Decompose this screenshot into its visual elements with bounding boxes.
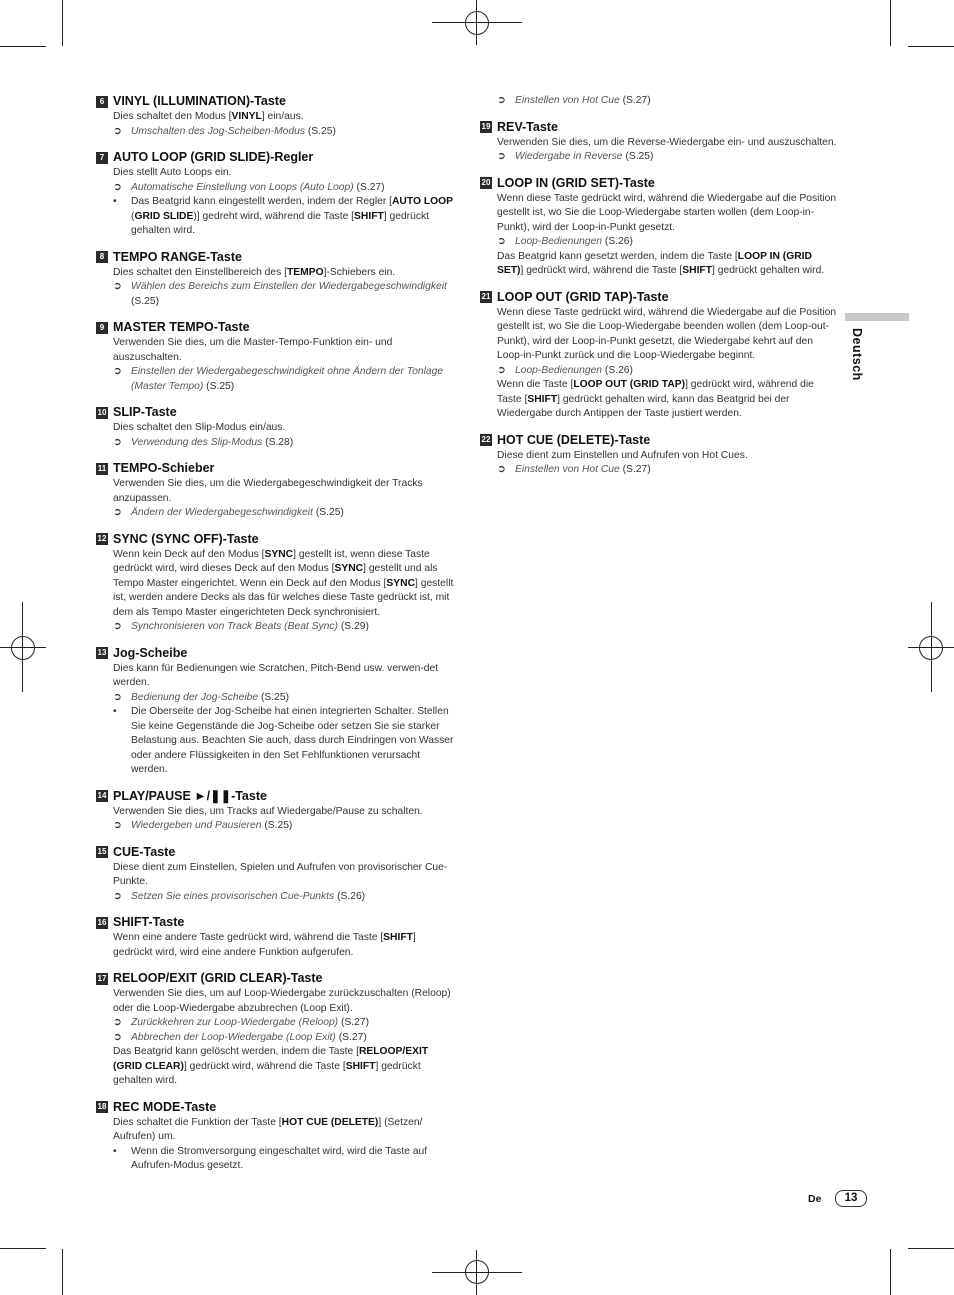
section-14 (96, 789, 454, 834)
section-title: LOOP IN (GRID SET)-Taste (497, 175, 655, 190)
reference-text: Automatische Einstellung von Loops (Auto Loop) (131, 181, 354, 193)
bullet-text: Die Oberseite der Jog-Scheibe hat einen integrierten Schalter. Stellen Sie keine Gegenstände die Jog-Scheibe oder setzen Sie sie starker Belastung aus. Beachten Sie auch, dass durch Eindringen von Wasser oder andere Flüssigkeiten in den Set Fehlfunktionen verursacht werden. (131, 706, 454, 775)
reference-page: (S.25) (625, 151, 654, 162)
section-number-badge: 11 (97, 463, 107, 473)
section-22 (480, 433, 838, 478)
section-heading (96, 971, 454, 986)
section-body (113, 477, 454, 521)
bullet-item (113, 705, 454, 778)
reference-page: (S.25) (315, 507, 344, 518)
reference-link[interactable] (497, 463, 838, 478)
section-body (113, 166, 454, 239)
section-number-badge: 7 (96, 152, 108, 164)
arrow-icon: ➲ (497, 464, 506, 475)
section-13 (96, 646, 454, 778)
section-19 (480, 120, 838, 165)
arrow-icon: ➲ (113, 181, 122, 193)
section-body (113, 931, 454, 960)
arrow-icon: ➲ (113, 621, 122, 632)
section-number-badge: 9 (96, 322, 108, 334)
side-tab-label: Deutsch (850, 328, 864, 381)
description-text: Verwenden Sie dies, um die Master-Tempo-Funktion ein- und auszuschalten. (113, 337, 393, 363)
arrow-icon: ➲ (113, 281, 122, 292)
footer-language: De (808, 1193, 822, 1205)
reference-text: Wählen des Bereichs zum Einstellen der Wiedergabegeschwindigkeit (131, 281, 447, 292)
description-text: Verwenden Sie dies, um Tracks auf Wiedergabe/Pause zu schalten. (113, 805, 423, 817)
arrow-icon: ➲ (497, 151, 506, 162)
reference-link[interactable] (113, 691, 454, 706)
reference-text: Wiedergabe in Reverse (515, 151, 623, 162)
section-title: TEMPO-Schieber (113, 461, 215, 475)
section-body (113, 336, 454, 394)
section-heading (480, 433, 838, 448)
section-title: SHIFT-Taste (113, 915, 185, 929)
section-body (113, 987, 454, 1089)
description-text: Das Beatgrid kann gelöscht werden, indem die Taste [RELOOP/EXIT (GRID CLEAR)] gedrückt wird, während die Taste [SHIFT] gedrückt gehalten wird. (113, 1046, 429, 1086)
section-number-badge: 10 (97, 407, 107, 417)
section-body (113, 1116, 454, 1174)
reference-link[interactable] (113, 1016, 454, 1031)
description-text: Dies schaltet den Slip-Modus ein/aus. (113, 422, 286, 433)
section-body (497, 136, 838, 165)
section-15 (96, 845, 454, 905)
reference-link[interactable] (113, 1031, 454, 1046)
reference-page: (S.26) (604, 236, 633, 247)
reference-text: Wiedergeben und Pausieren (131, 820, 262, 831)
section-title: SYNC (SYNC OFF)-Taste (113, 531, 259, 546)
right-column (480, 94, 838, 489)
reference-page: (S.28) (265, 436, 294, 448)
arrow-icon: ➲ (113, 890, 122, 902)
section-title: RELOOP/EXIT (GRID CLEAR)-Taste (113, 971, 323, 985)
section-11 (96, 461, 454, 521)
reference-link[interactable] (113, 125, 454, 140)
section-title: PLAY/PAUSE ►/❚❚-Taste (113, 788, 267, 803)
description-text: Wenn diese Taste gedrückt wird, während die Wiedergabe auf die Position gestellt ist, wo Sie die Loop-Wiedergabe starten wollen (dem Loop-in-Punkt), wird der Loop-in-Punkt gesetzt. (497, 192, 837, 233)
section-body (113, 662, 454, 778)
side-tab-bar (845, 313, 909, 321)
arrow-icon: ➲ (113, 366, 122, 377)
section-number-badge: 12 (97, 534, 107, 543)
section-number-badge: 22 (481, 435, 491, 444)
section-17 (96, 971, 454, 1089)
section-body (113, 421, 454, 450)
reference-page: (S.25) (206, 380, 235, 392)
section-number-badge: 18 (97, 1102, 107, 1111)
section-number-badge: 8 (96, 251, 108, 263)
section-number-badge: 17 (97, 973, 107, 983)
arrow-icon: ➲ (113, 820, 122, 831)
arrow-icon: ➲ (497, 236, 506, 247)
section-21 (480, 290, 838, 422)
section-number-badge: 15 (97, 847, 107, 856)
reference-text: Bedienung der Jog-Scheibe (131, 691, 259, 703)
section-title: VINYL (ILLUMINATION)-Taste (113, 94, 286, 108)
bullet-item (113, 1145, 454, 1174)
reference-text: Verwendung des Slip-Modus (131, 436, 263, 448)
section-heading (96, 461, 454, 476)
description-text: Wenn eine andere Taste gedrückt wird, während die Taste [SHIFT] gedrückt wird, wird eine andere Funktion aufgerufen. (113, 932, 416, 958)
arrow-icon: ➲ (113, 1031, 122, 1043)
section-6 (96, 94, 454, 139)
section-body (113, 861, 454, 905)
reference-link[interactable] (113, 280, 454, 309)
section-body (113, 548, 454, 635)
section-heading (96, 405, 454, 420)
reference-text: Zurückkehren zur Loop-Wiedergabe (Reloop) (131, 1017, 339, 1028)
section-body (497, 306, 838, 422)
bullet-text: Wenn die Stromversorgung eingeschaltet wird, wird die Taste auf Aufrufen-Modus gesetzt. (131, 1145, 428, 1171)
section-9 (96, 320, 454, 394)
description-text: Dies stellt Auto Loops ein. (113, 167, 232, 178)
section-heading (480, 290, 838, 305)
bullet-text: Das Beatgrid kann eingestellt werden, indem der Regler [AUTO LOOP (GRID SLIDE)] gedreht wird, während die Taste [SHIFT] gedrückt gehalten wird. (131, 196, 454, 236)
bullet-icon: • (113, 706, 117, 717)
section-7 (96, 150, 454, 239)
reference-link[interactable] (113, 365, 454, 394)
section-heading (96, 150, 454, 165)
section-number-badge: 19 (481, 122, 491, 131)
section-title: HOT CUE (DELETE)-Taste (497, 432, 651, 447)
section-number-badge: 6 (96, 96, 108, 108)
reference-link[interactable] (113, 436, 454, 451)
reference-page: (S.25) (131, 295, 160, 307)
arrow-icon: ➲ (113, 125, 122, 137)
arrow-icon: ➲ (113, 691, 122, 703)
section-title: REC MODE-Taste (113, 1099, 217, 1114)
arrow-icon: ➲ (113, 1017, 122, 1028)
reference-link[interactable] (113, 819, 454, 834)
section-number-badge: 20 (481, 178, 491, 187)
section-title: AUTO LOOP (GRID SLIDE)-Regler (113, 150, 314, 164)
section-20 (480, 176, 838, 279)
description-text: Diese dient zum Einstellen und Aufrufen von Hot Cues. (497, 449, 748, 461)
reference-page: (S.26) (604, 364, 633, 376)
reference-link[interactable] (497, 364, 838, 379)
reference-link[interactable] (113, 620, 454, 635)
reference-link[interactable] (497, 235, 838, 250)
section-title: CUE-Taste (113, 844, 176, 859)
reference-page: (S.27) (622, 464, 651, 475)
reference-page: (S.26) (337, 890, 366, 902)
section-18 (96, 1100, 454, 1174)
section-heading (96, 94, 454, 109)
page-number: 13 (835, 1190, 867, 1207)
section-number-badge: 14 (97, 791, 107, 800)
left-column (96, 94, 454, 1185)
reference-text: Abbrechen der Loop-Wiedergabe (Loop Exit) (131, 1031, 336, 1043)
section-heading (96, 250, 454, 265)
reference-text: Einstellen der Wiedergabegeschwindigkeit ohne Ändern der Tonlage (Master Tempo) (131, 366, 444, 392)
description-text: Wenn kein Deck auf den Modus [SYNC] gestellt ist, wenn diese Taste gedrückt wird, wird dieses Deck auf den Modus [SYNC] gestellt und als Tempo Master eingerichtet. Wenn ein Deck auf den Modus [SYNC] gestellt ist, werden andere Decks als das für welches diese Taste gedrückt ist, mit dem als Tempo Master eingerichteten Deck synchronisiert. (113, 548, 454, 618)
reference-text: Setzen Sie eines provisorischen Cue-Punkts (131, 890, 335, 902)
reference-text: Loop-Bedienungen (515, 236, 603, 247)
section-number-badge: 16 (97, 917, 107, 927)
section-heading (96, 320, 454, 335)
section-heading (480, 176, 838, 191)
section-heading (96, 646, 454, 661)
section-12 (96, 532, 454, 635)
section-heading (96, 532, 454, 547)
reference-link[interactable] (113, 506, 454, 521)
reference-link[interactable] (497, 150, 838, 165)
section-body (113, 266, 454, 310)
reference-page: (S.27) (340, 1017, 370, 1028)
reference-text: Synchronisieren von Track Beats (Beat Sync) (131, 621, 338, 632)
section-number-badge: 21 (481, 292, 491, 301)
description-text: Dies schaltet die Funktion der Taste [HOT CUE (DELETE)] (Setzen/ Aufrufen) um. (113, 1116, 423, 1142)
section-title: Jog-Scheibe (113, 645, 188, 660)
section-heading (96, 1100, 454, 1115)
section-heading (96, 845, 454, 860)
arrow-icon: ➲ (497, 95, 506, 106)
arrow-icon: ➲ (113, 436, 122, 448)
reference-page: (S.27) (356, 181, 385, 193)
description-text: Verwenden Sie dies, um die Reverse-Wiedergabe ein- und auszuschalten. (497, 136, 837, 148)
section-title: MASTER TEMPO-Taste (113, 320, 250, 334)
section-title: LOOP OUT (GRID TAP)-Taste (497, 289, 669, 304)
section-title: SLIP-Taste (113, 405, 177, 419)
arrow-icon: ➲ (113, 507, 122, 518)
section-heading (480, 120, 838, 135)
description-text: Verwenden Sie dies, um auf Loop-Wiedergabe zurückzuschalten (Reloop) oder die Loop-Wiedergabe abzubrechen (Loop Exit). (113, 988, 451, 1014)
description-text: Wenn diese Taste gedrückt wird, während die Wiedergabe auf die Position gestellt ist, wo Sie die Loop-Wiedergabe beenden wollen (dem Loop-out-Punkt), wird der Loop-in-Punkt gesetzt, die Wiedergabe kehrt auf den Loop-in-Punkt zurück und die Loop-Wiedergabe beginnt. (497, 306, 837, 361)
section-body (113, 805, 454, 834)
section-body (113, 110, 454, 139)
reference-text: Ändern der Wiedergabegeschwindigkeit (131, 507, 313, 518)
section-heading (96, 789, 454, 804)
reference-text: Umschalten des Jog-Scheiben-Modus (131, 125, 305, 137)
reference-page: (S.29) (340, 621, 369, 632)
description-text: Verwenden Sie dies, um die Wiedergabegeschwindigkeit der Tracks anzupassen. (113, 478, 423, 504)
reference-page: (S.25) (260, 691, 290, 703)
description-text: Dies schaltet den Modus [VINYL] ein/aus. (113, 111, 304, 122)
reference-page: (S.27) (338, 1031, 367, 1043)
section-body (497, 449, 838, 478)
bullet-icon: • (113, 196, 117, 207)
reference-page: (S.25) (264, 820, 293, 831)
section-title: REV-Taste (497, 119, 558, 134)
section-10 (96, 405, 454, 450)
reference-link[interactable] (113, 890, 454, 905)
reference-page: (S.25) (307, 125, 336, 137)
reference-link[interactable]: ➲ Einstellen von Hot Cue (S.27) (497, 94, 838, 109)
description-text: Wenn die Taste [LOOP OUT (GRID TAP)] gedrückt wird, während die Taste [SHIFT] gedrückt gehalten wird, kann das Beatgrid bei der Wiedergabe durch Antippen der Taste justiert werden. (497, 379, 814, 419)
description-text: Das Beatgrid kann gesetzt werden, indem die Taste [LOOP IN (GRID SET)] gedrückt wird, während die Taste [SHIFT] gedrückt gehalten wird. (497, 250, 825, 276)
bullet-item (113, 195, 454, 239)
section-number-badge: 13 (97, 648, 107, 657)
reference-text: Einstellen von Hot Cue (515, 464, 620, 475)
section-title: TEMPO RANGE-Taste (113, 249, 242, 264)
description-text: Dies schaltet den Einstellbereich des [TEMPO]-Schiebers ein. (113, 266, 396, 278)
bullet-icon: • (113, 1145, 117, 1157)
section-8 (96, 250, 454, 310)
description-text: Diese dient zum Einstellen, Spielen und Aufrufen von provisorischer Cue-Punkte. (113, 861, 448, 887)
section-body (497, 192, 838, 279)
reference-link[interactable] (113, 181, 454, 196)
reference-text: Loop-Bedienungen (515, 364, 603, 376)
section-16 (96, 915, 454, 960)
section-heading (96, 915, 454, 930)
arrow-icon: ➲ (497, 364, 506, 376)
description-text: Dies kann für Bedienungen wie Scratchen, Pitch-Bend usw. verwen-det werden. (113, 662, 439, 688)
